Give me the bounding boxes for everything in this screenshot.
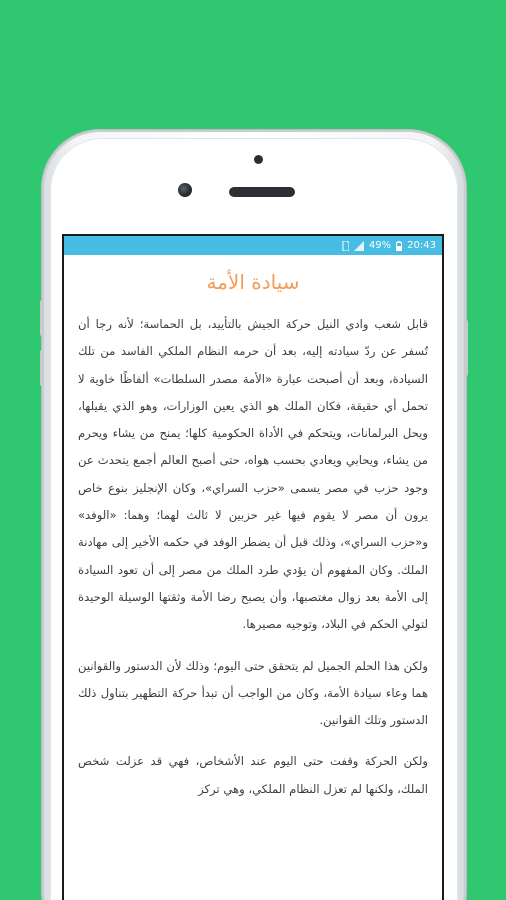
clock: 20:43 (407, 240, 436, 251)
status-bar (64, 236, 442, 255)
article-paragraph: قابل شعب وادي النيل حركة الجيش بالتأييد، بل الحماسة؛ لأنه رجا أن تُسفر عن ردّ سيادته إليه، بعد أن حرمه النظام الملكي الفاسد من تلك السيادة، وبعد أن أصبحت عبارة «الأمة مصدر السلطات» ألفاظًا خاوية لا تحمل أي حقيقة، فكان الملك هو الذي يعين الوزارات، وهو الذي يقيلها، ويحل البرلمانات، ويتحكم في الأداة الحكومية كلها؛ يمنح من يشاء ويحرم من يشاء، ويحابي ويعادي بحسب هواه، حتى أصبح العالم أجمع يتحدث عن وجود حزب في مصر يسمى «حزب السراي»، وكان الإنجليز بنوع خاص يرون أن مصر لا يقوم فيها غير حزبين لا ثالث لهما؛ وهما: «الوفد» و«حزب السراي»، وذلك قبل أن يضطر الوفد في حكمه الأخير إلى مهادنة الملك. وكان المفهوم أن يؤدي طرد الملك من مصر إلى أن تعود السيادة إلى الأمة بعد زوال مغتصبها، وأن يصبح رضا الأمة وثقتها الوسيلة الوحيدة لتولي الحكم في البلاد، وتوجيه مصيرها. (78, 317, 428, 632)
article-paragraph: ولكن الحركة وقفت حتى اليوم عند الأشخاص، فهي قد عزلت شخص الملك، ولكنها لم تعزل النظام الملكي، وهي تركز (78, 754, 428, 796)
earpiece-speaker (229, 187, 295, 197)
article-content[interactable] (64, 269, 442, 803)
phone-screen (64, 236, 442, 900)
front-camera-icon (178, 183, 192, 197)
proximity-sensor (254, 155, 263, 164)
article-paragraph: ولكن هذا الحلم الجميل لم يتحقق حتى اليوم؛ وذلك لأن الدستور والقوانين هما وعاء سيادة الأمة، وكان من الواجب أن تبدأ حركة التطهير بتناول ذلك الدستور وتلك القوانين. (78, 658, 428, 728)
volume-down-button (40, 350, 44, 386)
power-button (464, 320, 468, 376)
article-title: سيادة الأمة (206, 270, 300, 294)
signal-icon (354, 241, 364, 251)
battery-percentage: 49% (368, 240, 392, 251)
no-sim-icon (342, 241, 349, 251)
volume-up-button (40, 300, 44, 336)
battery-icon (396, 241, 402, 251)
